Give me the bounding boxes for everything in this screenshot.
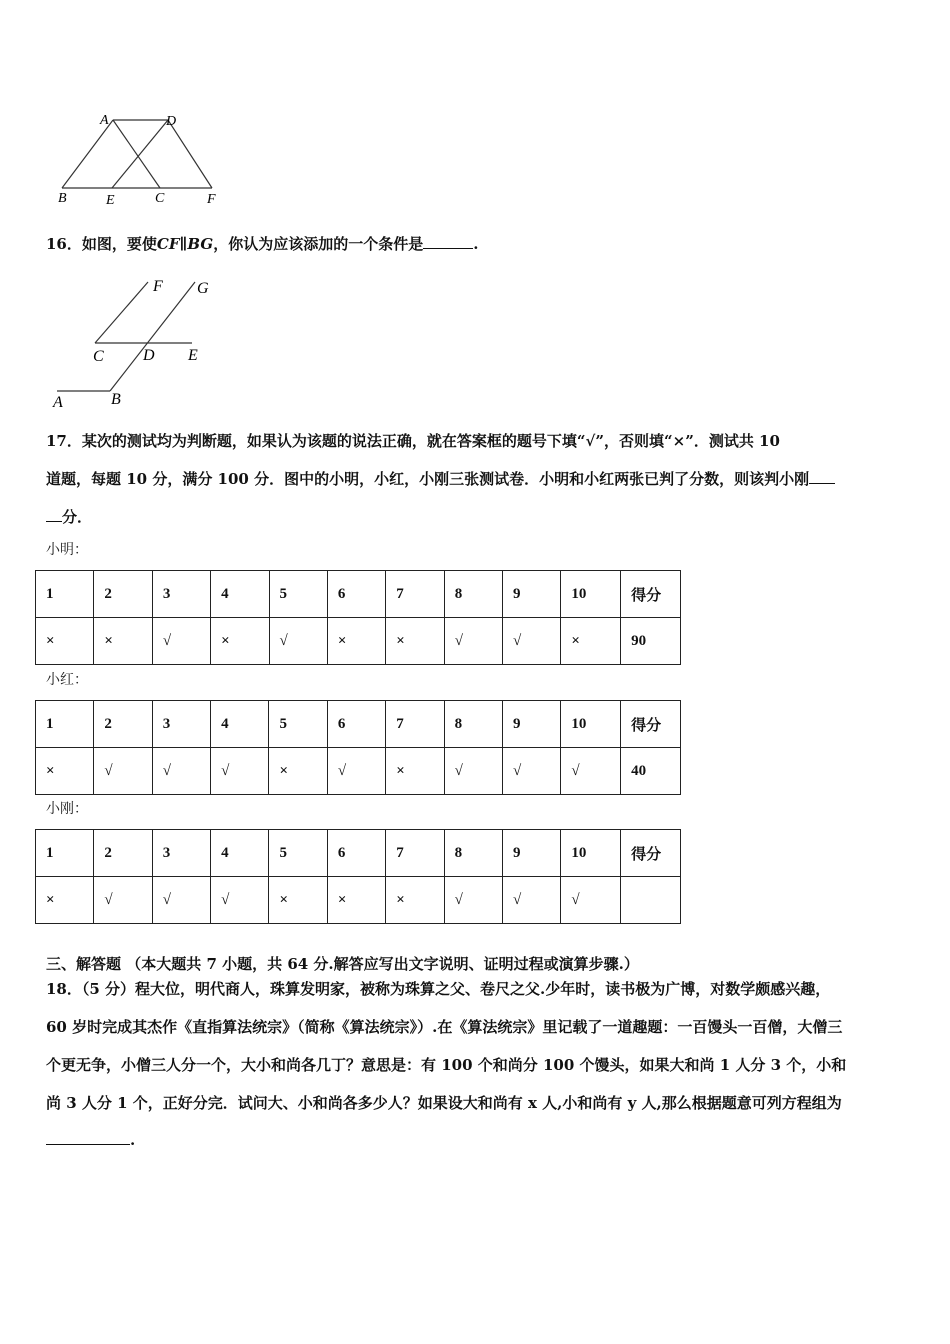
answer-cell: √: [503, 877, 561, 924]
score-header-cell: 得分: [621, 830, 681, 877]
score-cell: 40: [621, 748, 681, 795]
header-cell: 9: [503, 571, 561, 618]
question-18-line-4: 尚 3 人分 1 个，正好分完．试问大、小和尚各多少人？如果设大和尚有 x 人,小和尚有 y 人,那么根据题意可列方程组为: [46, 1094, 842, 1112]
header-cell: 1: [36, 701, 94, 748]
answer-row: [36, 877, 681, 924]
answer-cell: √: [152, 618, 210, 665]
header-cell: 5: [269, 701, 327, 748]
answer-cell: √: [211, 877, 269, 924]
answer-cell: ×: [269, 748, 327, 795]
score-cell-empty[interactable]: [621, 877, 681, 924]
question-18-end: .: [130, 1131, 136, 1149]
answer-cell: ×: [36, 877, 94, 924]
answer-cell: ×: [561, 618, 621, 665]
question-18-answer-blank[interactable]: [46, 1130, 130, 1145]
header-cell: 10: [561, 571, 621, 618]
table-label-xiaoming: 小明：: [46, 542, 88, 558]
header-cell: 4: [211, 701, 269, 748]
score-cell: 90: [621, 618, 681, 665]
answer-cell: √: [444, 748, 502, 795]
label-f: F: [207, 192, 216, 207]
question-16-number: 16．: [46, 235, 82, 253]
header-row: [36, 701, 681, 748]
segment-ab: [62, 120, 113, 188]
label-d: D: [143, 347, 155, 364]
answer-cell: ×: [94, 618, 152, 665]
answer-cell: ×: [386, 877, 444, 924]
header-cell: 6: [327, 571, 385, 618]
answer-cell: √: [211, 748, 269, 795]
answer-cell: √: [561, 748, 621, 795]
label-a: A: [100, 113, 109, 128]
segment-df: [168, 120, 212, 188]
question-18-line-2: 60 岁时完成其杰作《直指算法统宗》（简称《算法统宗》）.在《算法统宗》里记载了一道趣题：一百馒头一百僧，大僧三: [46, 1018, 843, 1036]
answer-cell: ×: [386, 748, 444, 795]
answer-cell: ×: [327, 877, 385, 924]
header-cell: 1: [36, 571, 94, 618]
question-16-end: .: [473, 235, 479, 253]
header-cell: 2: [94, 571, 152, 618]
question-18-line-5: [46, 1130, 135, 1150]
label-c: C: [93, 348, 104, 365]
answer-cell: √: [503, 618, 561, 665]
header-cell: 5: [269, 830, 327, 877]
question-17-line-2: [46, 469, 835, 489]
header-cell: 6: [327, 701, 385, 748]
answer-cell: √: [94, 877, 152, 924]
answer-row: [36, 748, 681, 795]
answer-cell: ×: [386, 618, 444, 665]
header-cell: 8: [444, 830, 502, 877]
header-row: [36, 571, 681, 618]
answer-cell: ×: [269, 877, 327, 924]
label-f: F: [153, 278, 163, 295]
header-cell: 3: [152, 830, 210, 877]
header-cell: 8: [444, 701, 502, 748]
question-17-line-3-end: 分．: [62, 508, 93, 526]
answer-cell: √: [269, 618, 327, 665]
label-a: A: [53, 394, 63, 411]
answer-cell: √: [327, 748, 385, 795]
question-16-text-after: ，你认为应该添加的一个条件是: [213, 235, 424, 253]
label-d: D: [166, 114, 177, 129]
answer-cell: √: [444, 618, 502, 665]
header-cell: 4: [211, 830, 269, 877]
line-bg: [110, 282, 195, 391]
question-16: [46, 234, 478, 254]
header-cell: 3: [152, 701, 210, 748]
question-18-line-3: 个更无争，小僧三人分一个，大小和尚各几丁？意思是：有 100 个和尚分 100 个馒头，如果大和尚 1 人分 3 个，小和: [46, 1056, 847, 1074]
header-cell: 1: [36, 830, 94, 877]
question-16-answer-blank[interactable]: [423, 234, 473, 249]
header-cell: 2: [94, 830, 152, 877]
answer-cell: ×: [36, 748, 94, 795]
header-cell: 10: [561, 830, 621, 877]
header-cell: 8: [444, 571, 502, 618]
question-17-line-3: [46, 507, 92, 527]
line-cf: [95, 282, 148, 343]
header-cell: 7: [386, 830, 444, 877]
header-cell: 3: [152, 571, 210, 618]
label-c: C: [155, 191, 165, 206]
header-cell: 7: [386, 571, 444, 618]
answer-cell: ×: [211, 618, 269, 665]
label-g: G: [197, 280, 209, 297]
score-table-xiaohong: [35, 700, 681, 795]
question-18-line-1: 18．（5 分）程大位，明代商人，珠算发明家，被称为珠算之父、卷尺之父.少年时，读书极为广博，对数学颇感兴趣，: [46, 980, 831, 998]
answer-cell: √: [444, 877, 502, 924]
question-17-answer-blank-part1[interactable]: [809, 469, 835, 484]
score-header-cell: 得分: [621, 701, 681, 748]
answer-cell: √: [152, 748, 210, 795]
figure-16: [45, 270, 230, 415]
label-b: B: [111, 391, 121, 408]
label-b: B: [58, 191, 67, 206]
question-17-line-1: 17．某次的测试均为判断题，如果认为该题的说法正确，就在答案框的题号下填“√”，否则填“×”．测试共 10: [46, 432, 780, 450]
answer-cell: √: [561, 877, 621, 924]
label-e: E: [106, 193, 115, 208]
answer-cell: ×: [327, 618, 385, 665]
header-cell: 2: [94, 701, 152, 748]
header-cell: 10: [561, 701, 621, 748]
answer-cell: √: [94, 748, 152, 795]
section-3-title: 三、解答题 （本大题共 7 小题，共 64 分.解答应写出文字说明、证明过程或演算步骤.）: [46, 955, 639, 973]
score-table-xiaoming: [35, 570, 681, 665]
question-16-text-before: 如图，要使: [81, 235, 157, 253]
table-label-xiaohong: 小红：: [46, 672, 88, 688]
header-cell: 9: [503, 830, 561, 877]
figure-15: [50, 108, 230, 208]
answer-cell: √: [152, 877, 210, 924]
header-cell: 5: [269, 571, 327, 618]
question-17-line-2-text: 道题，每题 10 分，满分 100 分．图中的小明，小红，小刚三张测试卷．小明和小红两张已判了分数，则该判小刚: [46, 470, 810, 488]
question-16-condition: CF∥BG: [156, 235, 214, 253]
answer-cell: √: [502, 748, 560, 795]
label-e: E: [188, 347, 198, 364]
header-row: [36, 830, 681, 877]
score-table-xiaogang: [35, 829, 681, 924]
header-cell: 9: [502, 701, 560, 748]
table-label-xiaogang: 小刚：: [46, 801, 88, 817]
answer-cell: ×: [36, 618, 94, 665]
header-cell: 4: [211, 571, 269, 618]
question-17-answer-blank-part2[interactable]: [46, 507, 62, 522]
answer-row: [36, 618, 681, 665]
header-cell: 6: [327, 830, 385, 877]
score-header-cell: 得分: [621, 571, 681, 618]
header-cell: 7: [386, 701, 444, 748]
